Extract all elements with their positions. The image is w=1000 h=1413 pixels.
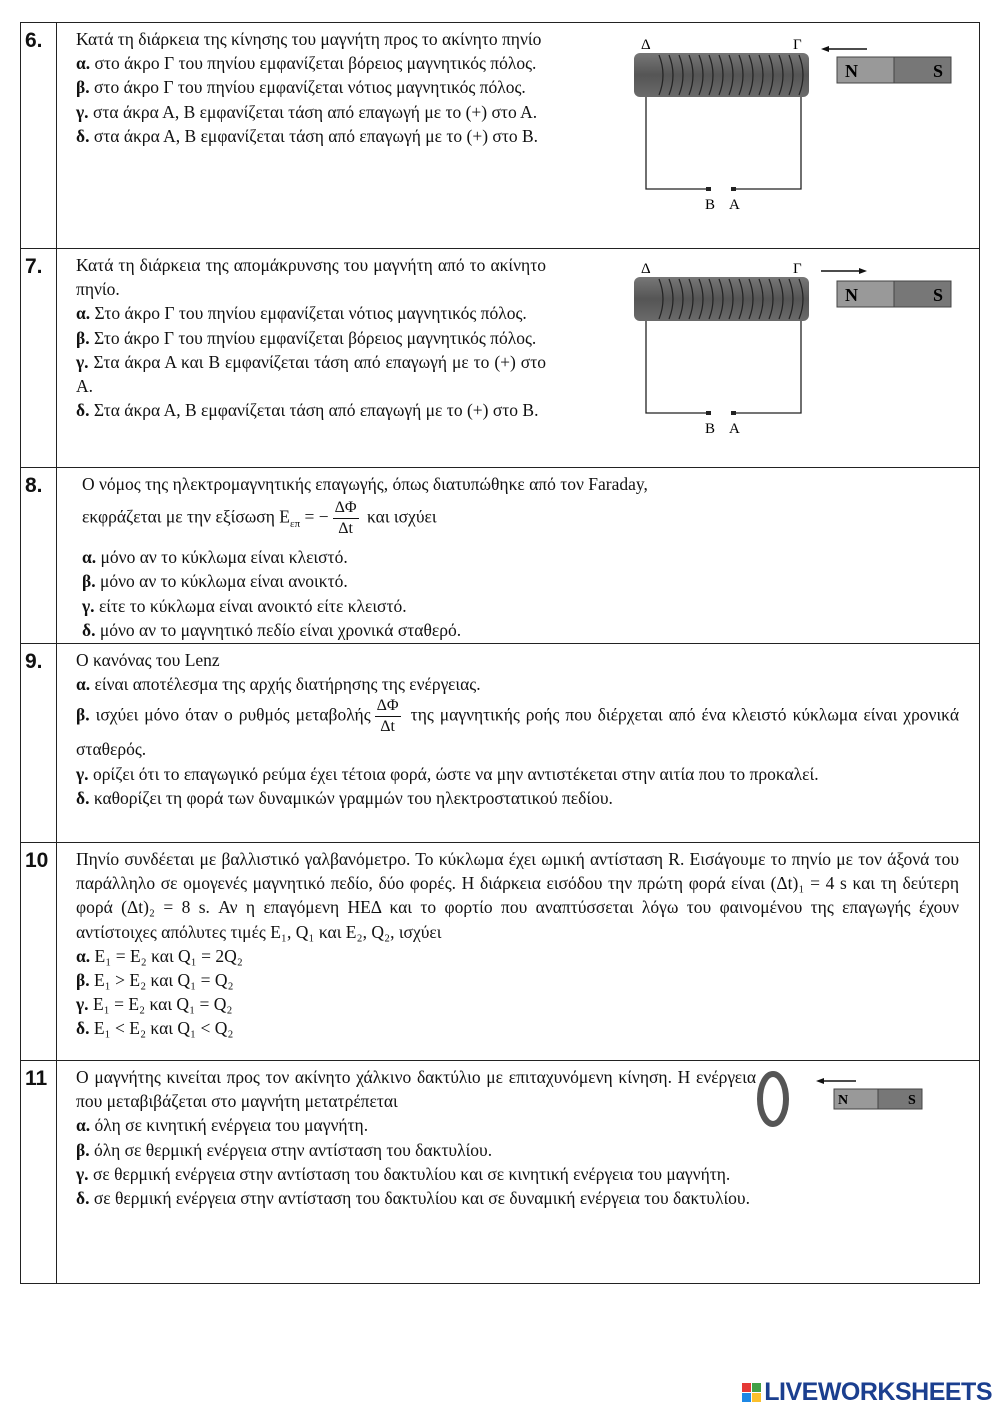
svg-text:A: A — [729, 421, 740, 437]
question-number: 10 — [21, 843, 57, 1060]
question-number: 11 — [21, 1061, 57, 1283]
question-number: 7. — [21, 249, 57, 467]
option-a[interactable]: α. στο άκρο Γ του πηνίου εμφανίζεται βόρειος μαγνητικός πόλος. — [76, 53, 537, 74]
question-10 — [21, 842, 979, 1060]
option-b[interactable]: β. ισχύει μόνο όταν ο ρυθμός μεταβολής $\frac{\Delta\Phi}{\Delta t}$ της μαγνητικής ροής που διέρχεται από ένα κλειστό κύκλωμα είναι χρονικά σταθερός. — [76, 697, 960, 760]
arrow-left-icon — [821, 46, 867, 52]
svg-text:S: S — [908, 1093, 916, 1108]
option-d[interactable]: δ. σε θερμική ενέργεια στην αντίσταση του δακτυλίου και σε δυναμική ενέργεια του δακτυλίου. — [76, 1188, 750, 1209]
question-number: 8. — [21, 468, 57, 643]
option-b[interactable]: β. μόνο αν το κύκλωμα είναι ανοικτό. — [82, 571, 348, 592]
worksheet-table — [20, 22, 980, 1284]
svg-text:S: S — [933, 285, 944, 305]
question-stem: Ο κανόνας του Lenz — [76, 650, 220, 670]
question-8 — [21, 467, 979, 643]
liveworksheets-logo: LIVEWORKSHEETS — [742, 1378, 992, 1407]
option-a[interactable]: α. Στο άκρο Γ του πηνίου εμφανίζεται νότιος μαγνητικός πόλος. — [76, 303, 527, 324]
option-b[interactable]: β. Στο άκρο Γ του πηνίου εμφανίζεται βόρειος μαγνητικός πόλος. — [76, 327, 537, 348]
question-stem: Πηνίο συνδέεται με βαλλιστικό γαλβανόμετρο. Το κύκλωμα έχει ωμική αντίσταση R. Εισάγουμε το πηνίο με τον άξονά του παράλληλο σε ομογενές μαγνητικό πεδίο, δύο φορές. Η διάρκεια εισόδου την πρώτη φορά είναι (Δt)₁ = 4 s και τη δεύτερη φορά (Δt)₂ = 8 s. Αν η επαγόμενη ΗΕΔ και το φορτίο που αναπτύσσεται λόγω του φαινομένου της επαγωγής έχουν αντίστοιχες απόλυτες τιμές E₁, Q₁ και E₂, Q₂, ισχύει — [76, 849, 959, 942]
option-c[interactable]: γ. σε θερμική ενέργεια στην αντίσταση του δακτυλίου και σε κινητική ενέργεια του μαγνήτη. — [76, 1163, 731, 1184]
svg-text:Γ: Γ — [793, 37, 802, 53]
option-b[interactable]: β. όλη σε θερμική ενέργεια στην αντίσταση του δακτυλίου. — [76, 1139, 493, 1160]
question-stem: Κατά τη διάρκεια της κίνησης του μαγνήτη προς το ακίνητο πηνίο — [76, 29, 542, 49]
ring-magnet-diagram — [756, 1067, 936, 1127]
option-c[interactable]: γ. E₁ = E₂ και Q₁ = Q₂ — [76, 994, 233, 1015]
option-a[interactable]: α. είναι αποτέλεσμα της αρχής διατήρησης της ενέργειας. — [76, 674, 481, 695]
option-b[interactable]: β. E₁ > E₂ και Q₁ = Q₂ — [76, 970, 234, 991]
arrow-right-icon — [821, 268, 867, 274]
option-d[interactable]: δ. Στα άκρα Α, Β εμφανίζεται τάση από επαγωγή με το (+) στο Β. — [76, 400, 539, 421]
question-7 — [21, 248, 979, 467]
option-c[interactable]: γ. είτε το κύκλωμα είναι ανοικτό είτε κλειστό. — [82, 595, 407, 616]
option-a[interactable]: α. E₁ = E₂ και Q₁ = 2Q₂ — [76, 945, 243, 966]
option-c[interactable]: γ. στα άκρα Α, Β εμφανίζεται τάση από επαγωγή με το (+) στο Α. — [76, 101, 538, 122]
option-a[interactable]: α. μόνο αν το κύκλωμα είναι κλειστό. — [82, 547, 348, 568]
option-d[interactable]: δ. μόνο αν το μαγνητικό πεδίο είναι χρονικά σταθερό. — [82, 619, 462, 640]
svg-text:Γ: Γ — [793, 261, 802, 277]
option-d[interactable]: δ. E₁ < E₂ και Q₁ < Q₂ — [76, 1018, 234, 1039]
option-d[interactable]: δ. στα άκρα Α, Β εμφανίζεται τάση από επαγωγή με το (+) στο Β. — [76, 125, 539, 146]
question-number: 9. — [21, 644, 57, 842]
question-number: 6. — [21, 23, 57, 248]
svg-text:B: B — [705, 421, 716, 437]
svg-text:Δ: Δ — [641, 37, 651, 53]
coil-magnet-diagram — [631, 31, 961, 216]
option-c[interactable]: γ. ορίζει ότι το επαγωγικό ρεύμα έχει τέτοια φορά, ώστε να μην αντιστέκεται στην αιτία που το προκαλεί. — [76, 763, 819, 784]
question-stem: Ο νόμος της ηλεκτρομαγνητικής επαγωγής, όπως διατυπώθηκε από τον Faraday, — [82, 474, 648, 494]
option-b[interactable]: β. στο άκρο Γ του πηνίου εμφανίζεται νότιος μαγνητικός πόλος. — [76, 77, 526, 98]
logo-icon — [742, 1383, 761, 1402]
svg-text:N: N — [845, 285, 858, 305]
question-stem: Ο μαγνήτης κινείται προς τον ακίνητο χάλκινο δακτύλιο με επιταχυνόμενη κίνηση. Η ενέργεια που μεταβιβάζεται στο μαγνήτη μετατρέπεται — [76, 1067, 756, 1112]
coil-magnet-diagram — [631, 255, 961, 440]
question-6 — [21, 23, 979, 248]
svg-text:A: A — [729, 197, 740, 213]
svg-text:B: B — [705, 197, 716, 213]
svg-text:N: N — [845, 61, 858, 81]
arrow-left-icon — [816, 1078, 856, 1084]
option-c[interactable]: γ. Στα άκρα Α και Β εμφανίζεται τάση από επαγωγή με το (+) στο Α. — [76, 351, 546, 397]
option-d[interactable]: δ. καθορίζει τη φορά των δυναμικών γραμμών του ηλεκτροστατικού πεδίου. — [76, 787, 613, 808]
svg-text:N: N — [838, 1093, 849, 1108]
question-9 — [21, 643, 979, 842]
svg-text:S: S — [933, 61, 944, 81]
question-11 — [21, 1060, 979, 1283]
svg-text:Δ: Δ — [641, 261, 651, 277]
option-a[interactable]: α. όλη σε κινητική ενέργεια του μαγνήτη. — [76, 1115, 369, 1136]
faraday-formula: εκφράζεται με την εξίσωση $E_{\varepsilon\pi}$ = − $\frac{\Delta\Phi}{\Delta t}$ και ισχύει — [82, 499, 437, 538]
question-stem: Κατά τη διάρκεια της απομάκρυνσης του μαγνήτη από το ακίνητο πηνίο. — [76, 255, 546, 300]
